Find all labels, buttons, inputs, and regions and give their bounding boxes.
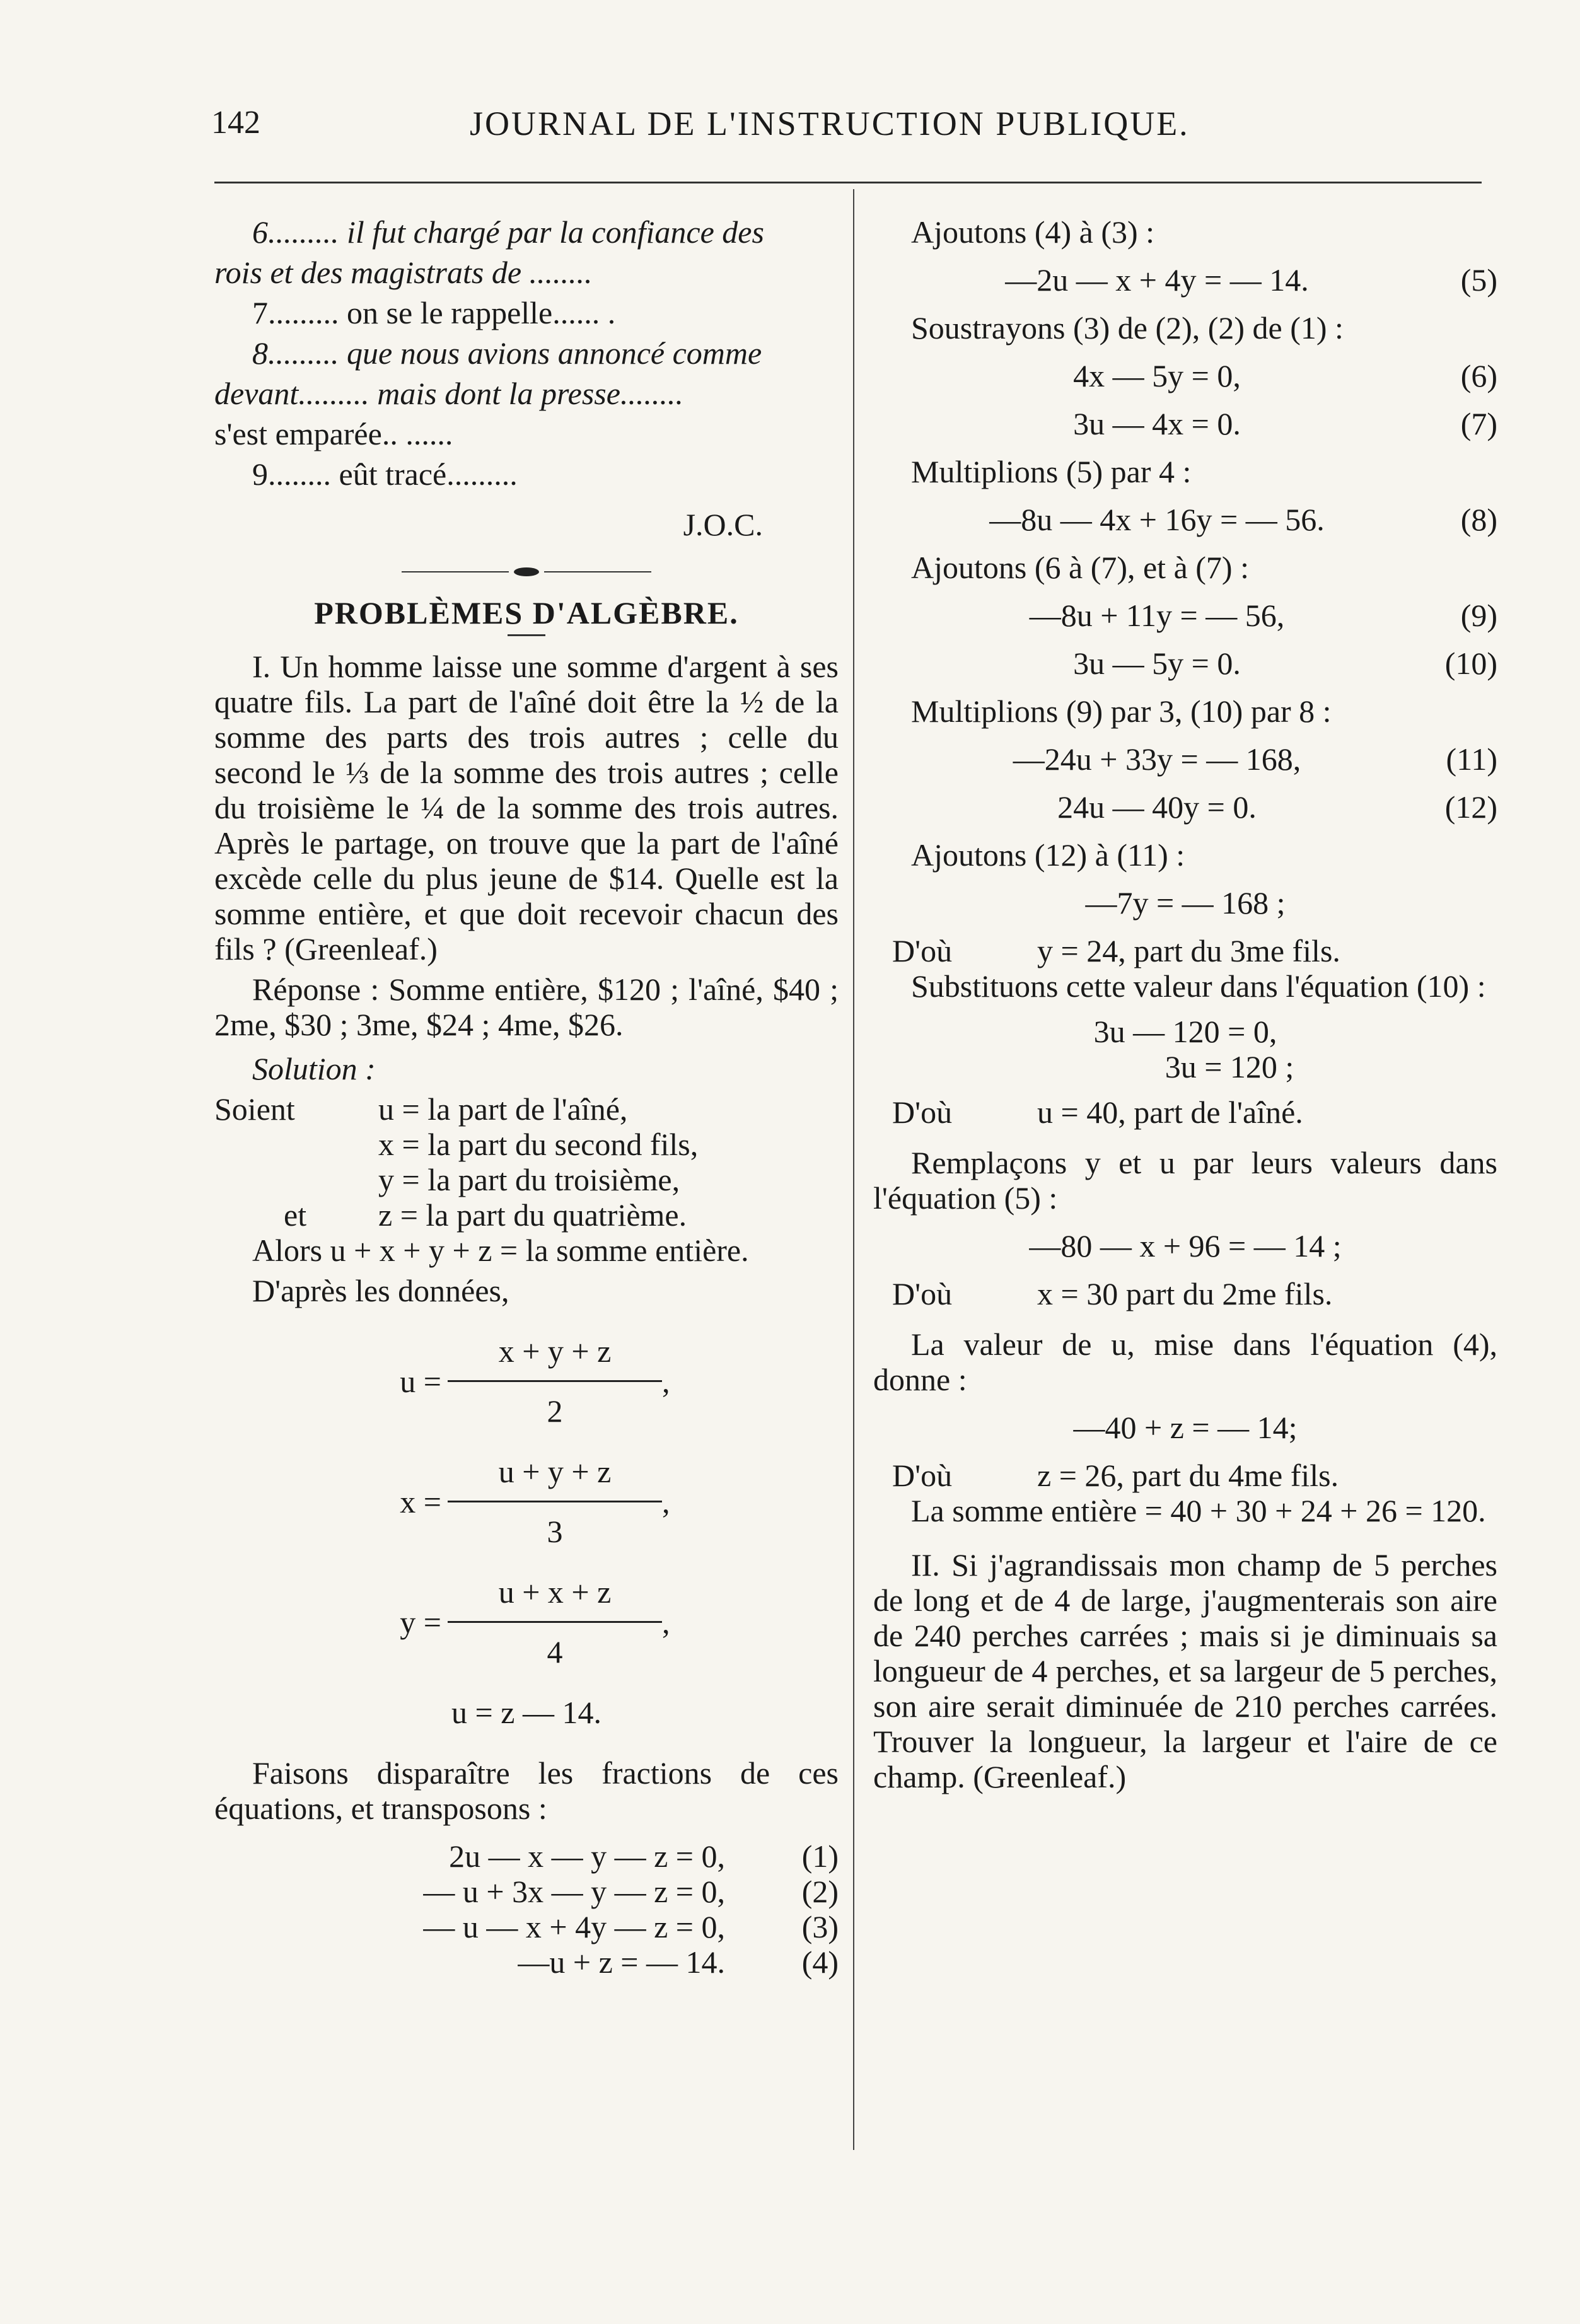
result-label: D'où xyxy=(892,1276,953,1311)
total-sum: La somme entière = 40 + 30 + 24 + 26 = 120. xyxy=(911,1493,1486,1528)
signature: J.O.C. xyxy=(683,507,763,542)
equation-number: (11) xyxy=(1446,741,1497,777)
equation-text: —24u + 33y = — 168, xyxy=(1013,741,1301,777)
equation-text: —7y = — 168 ; xyxy=(1085,885,1286,921)
fraction xyxy=(448,1333,662,1429)
fraction-comma: , xyxy=(662,1604,670,1640)
result-value: x = 30 part du 2me fils. xyxy=(1037,1276,1333,1311)
result-label: D'où xyxy=(892,1458,953,1493)
fraction-lhs: x = xyxy=(400,1484,441,1519)
data-intro: D'après les données, xyxy=(252,1273,509,1308)
definition-key: Soient xyxy=(214,1091,295,1127)
equation-text: 3u — 4x = 0. xyxy=(1073,406,1241,441)
equation-12 xyxy=(873,789,1497,825)
fraction-lhs: y = xyxy=(400,1604,441,1640)
step-text: Multiplions (5) par 4 : xyxy=(911,454,1192,489)
result-value: u = 40, part de l'aîné. xyxy=(1037,1095,1303,1130)
definition-y xyxy=(214,1162,839,1197)
equation-6 xyxy=(873,358,1497,393)
equation-11 xyxy=(873,741,1497,777)
fraction-equation-u xyxy=(214,1333,839,1429)
result-value: y = 24, part du 3me fils. xyxy=(1037,933,1340,968)
definition-value: x = la part du second fils, xyxy=(378,1127,699,1162)
ornament-line-right xyxy=(544,571,651,572)
problem-1-answer: Réponse : Somme entière, $120 ; l'aîné, $40 ; 2me, $30 ; 3me, $24 ; 4me, $26. xyxy=(214,972,839,1042)
fraction-numerator: u + y + z xyxy=(448,1454,662,1502)
page-header xyxy=(0,104,1580,154)
fraction-comma: , xyxy=(662,1363,670,1399)
running-title: JOURNAL DE L'INSTRUCTION PUBLIQUE. xyxy=(470,105,1190,142)
definition-u xyxy=(214,1091,839,1127)
equation-number: (10) xyxy=(1444,646,1497,681)
equation-text: — u — x + 4y — z = 0, xyxy=(423,1909,725,1944)
equation-text: —u + z = — 14. xyxy=(518,1944,725,1980)
equation-number: (2) xyxy=(801,1874,839,1909)
left-column xyxy=(214,214,839,1992)
result-label: D'où xyxy=(892,933,953,968)
equation-text: 4x — 5y = 0, xyxy=(1073,358,1241,393)
result-value: z = 26, part du 4me fils. xyxy=(1037,1458,1339,1493)
fraction-comma: , xyxy=(662,1484,670,1519)
fraction-equation-x xyxy=(214,1454,839,1549)
heading-underline xyxy=(508,634,545,636)
equation-text: —8u + 11y = — 56, xyxy=(1029,598,1285,633)
equation-number: (12) xyxy=(1444,789,1497,825)
fraction-numerator: u + x + z xyxy=(448,1574,662,1623)
definition-value: z = la part du quatrième. xyxy=(378,1197,687,1233)
equation-number: (1) xyxy=(801,1839,839,1874)
equation-8 xyxy=(873,502,1497,537)
item-7: 7......... on se le rappelle...... . xyxy=(252,295,616,330)
fraction xyxy=(448,1454,662,1549)
fraction-numerator: x + y + z xyxy=(448,1333,662,1382)
equation-7 xyxy=(873,406,1497,441)
equation-text: — u + 3x — y — z = 0, xyxy=(423,1874,725,1909)
equation-5 xyxy=(873,262,1497,298)
equation-text: —2u — x + 4y = — 14. xyxy=(1005,262,1309,298)
problem-1-text: I. Un homme laisse une somme d'argent à ses quatre fils. La part de l'aîné doit être la ½ de la somme des parts des trois autres ; celle du second le ⅓ de la somme des trois autres ; celle du troisième le ¼ de la somme des trois autres. Après le partage, on trouve que la part de l'aîné excède celle du plus jeune de $14. Quelle est la somme entière, et que doit recevoir chacun des fils ? (Greenleaf.) xyxy=(214,649,839,967)
equation-text: 3u — 5y = 0. xyxy=(1073,646,1241,681)
page-number: 142 xyxy=(211,105,260,141)
problem-2-text: II. Si j'agrandissais mon champ de 5 perches de long et de 4 de large, j'augmenterais son aire de 240 perches carrées ; mais si je diminuais sa longueur de 4 perches, et sa largeur de 5 perches, son aire serait diminuée de 210 perches carrées. Trouver la longueur, la largeur et l'aire de ce champ. (Greenleaf.) xyxy=(873,1547,1497,1794)
transpose-intro: Faisons disparaître les fractions de ces équations, et transposons : xyxy=(214,1755,839,1826)
fraction-denominator: 4 xyxy=(547,1634,563,1670)
equation-number: (7) xyxy=(1460,406,1497,441)
equation-number: (3) xyxy=(801,1909,839,1944)
result-u xyxy=(873,1095,1497,1130)
fraction-denominator: 2 xyxy=(547,1393,563,1429)
equation-number: (9) xyxy=(1460,598,1497,633)
step-text: Remplaçons y et u par leurs valeurs dans l'équation (5) : xyxy=(873,1145,1497,1216)
step-text: Soustrayons (3) de (2), (2) de (1) : xyxy=(911,310,1344,346)
section-heading: PROBLÈMES D'ALGÈBRE. xyxy=(314,595,739,630)
equation-4 xyxy=(214,1944,839,1980)
equation-number: (8) xyxy=(1460,502,1497,537)
item-8-line-3: s'est emparée.. ...... xyxy=(214,416,453,451)
equation-text: 3u = 120 ; xyxy=(1165,1049,1294,1084)
ornament-line-left xyxy=(402,571,509,572)
equation-text: —80 — x + 96 = — 14 ; xyxy=(1029,1228,1342,1264)
definition-value: u = la part de l'aîné, xyxy=(378,1091,628,1127)
equation-text: 24u — 40y = 0. xyxy=(1057,789,1257,825)
equation-3 xyxy=(214,1909,839,1944)
step-text: Ajoutons (6 à (7), et à (7) : xyxy=(911,550,1249,585)
fraction-lhs: u = xyxy=(400,1363,441,1399)
step-text: La valeur de u, mise dans l'équation (4), donne : xyxy=(873,1327,1497,1397)
fraction-denominator: 3 xyxy=(547,1514,563,1549)
fraction xyxy=(448,1574,662,1670)
equation-u-z: u = z — 14. xyxy=(451,1695,601,1730)
sum-statement: Alors u + x + y + z = la somme entière. xyxy=(252,1233,749,1268)
result-label: D'où xyxy=(892,1095,953,1130)
item-6-line-1: 6......... il fut chargé par la confiance des xyxy=(252,214,764,250)
equation-text: 3u — 120 = 0, xyxy=(1093,1014,1277,1049)
item-8-line-2: devant......... mais dont la presse........ xyxy=(214,376,683,411)
result-z xyxy=(873,1458,1497,1493)
equation-10 xyxy=(873,646,1497,681)
step-text: Ajoutons (12) à (11) : xyxy=(911,837,1185,873)
equation-9 xyxy=(873,598,1497,633)
definition-key: et xyxy=(284,1197,307,1233)
solution-label: Solution : xyxy=(252,1051,376,1086)
fraction-equation-y xyxy=(214,1574,839,1670)
right-column xyxy=(873,214,1497,1799)
definition-x xyxy=(214,1127,839,1162)
equation-1 xyxy=(214,1839,839,1874)
column-divider xyxy=(853,189,854,2150)
equation-text: —8u — 4x + 16y = — 56. xyxy=(989,502,1325,537)
result-y xyxy=(873,933,1497,968)
step-text: Ajoutons (4) à (3) : xyxy=(911,214,1155,250)
equation-number: (5) xyxy=(1460,262,1497,298)
equation-text: 2u — x — y — z = 0, xyxy=(449,1839,725,1874)
result-x xyxy=(873,1276,1497,1311)
equation-2 xyxy=(214,1874,839,1909)
equation-number: (4) xyxy=(801,1944,839,1980)
header-rule xyxy=(214,182,1482,183)
definition-value: y = la part du troisième, xyxy=(378,1162,680,1197)
ornament-dot xyxy=(514,567,539,576)
item-8-line-1: 8......... que nous avions annoncé comme xyxy=(252,335,762,371)
item-6-line-2: rois et des magistrats de ........ xyxy=(214,255,593,290)
equation-number: (6) xyxy=(1460,358,1497,393)
equation-system xyxy=(214,1839,839,1980)
equation-text: —40 + z = — 14; xyxy=(1073,1410,1298,1445)
definition-z xyxy=(214,1197,839,1233)
step-text: Multiplions (9) par 3, (10) par 8 : xyxy=(911,694,1332,729)
step-text: Substituons cette valeur dans l'équation (10) : xyxy=(911,968,1486,1004)
item-9: 9........ eût tracé......... xyxy=(252,456,518,492)
section-ornament xyxy=(214,567,839,576)
